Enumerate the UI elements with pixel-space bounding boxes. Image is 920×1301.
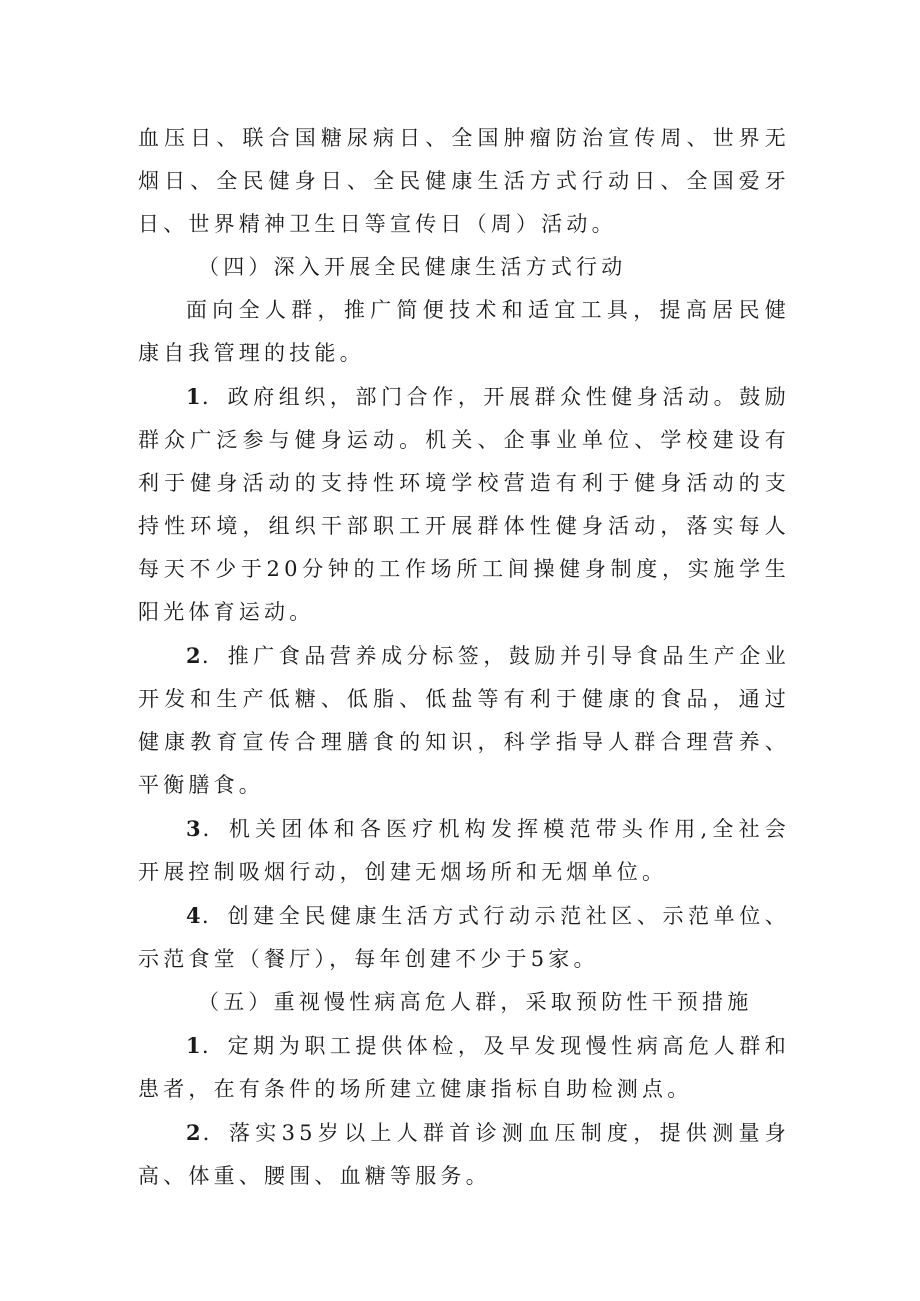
paragraph-continuation: 血压日、联合国糖尿病日、全国肿瘤防治宣传周、世界无烟日、全民健身日、全民健康生活方式行动日、全国爱牙日、世界精神卫生日等宣传日（周）活动。: [138, 126, 790, 236]
item-text: ．政府组织，部门合作，开展群众性健身活动。鼓励群众广泛参与健身运动。机关、企事业单位、学校建设有利于健身活动的支持性环境学校营造有利于健身活动的支持性环境，组织干部职工开展群体性健身活动，落实每人每天不少于20分钟的工作场所工间操健身制度，实施学生阳光体育运动。: [138, 385, 790, 624]
paragraph-intro: 面向全人群，推广简便技术和适宜工具，提高居民健康自我管理的技能。: [138, 298, 790, 365]
list-item-4-1: [138, 375, 790, 634]
item-text: ．定期为职工提供体检，及早发现慢性病高危人群和患者，在有条件的场所建立健康指标自助检测点。: [138, 1034, 790, 1101]
list-item-5-1: [138, 1024, 790, 1111]
item-number: 4: [186, 903, 202, 928]
item-number: 2: [186, 643, 202, 668]
item-number: 1: [186, 1033, 202, 1058]
list-item-4-2: [138, 634, 790, 807]
item-text: ．落实35岁以上人群首诊测血压制度，提供测量身高、体重、腰围、血糖等服务。: [138, 1121, 790, 1188]
list-item-4-3: [138, 807, 790, 894]
item-text: ．机关团体和各医疗机构发挥模范带头作用,全社会开展控制吸烟行动，创建无烟场所和无烟单位。: [138, 817, 790, 884]
list-item-5-2: [138, 1111, 790, 1198]
list-item-4-4: [138, 894, 790, 981]
item-number: 3: [186, 816, 202, 841]
section-heading-5: （五）重视慢性病高危人群，采取预防性干预措施: [198, 990, 753, 1014]
item-text: ．创建全民健康生活方式行动示范社区、示范单位、示范食堂（餐厅），每年创建不少于5家。: [138, 904, 790, 971]
item-text: ．推广食品营养成分标签，鼓励并引导食品生产企业开发和生产低糖、低脂、低盐等有利于健康的食品，通过健康教育宣传合理膳食的知识，科学指导人群合理营养、平衡膳食。: [138, 644, 790, 797]
document-page: [138, 117, 790, 1198]
item-number: 2: [186, 1120, 202, 1145]
section-heading-4: （四）深入开展全民健康生活方式行动: [198, 255, 627, 279]
item-number: 1: [186, 384, 202, 409]
